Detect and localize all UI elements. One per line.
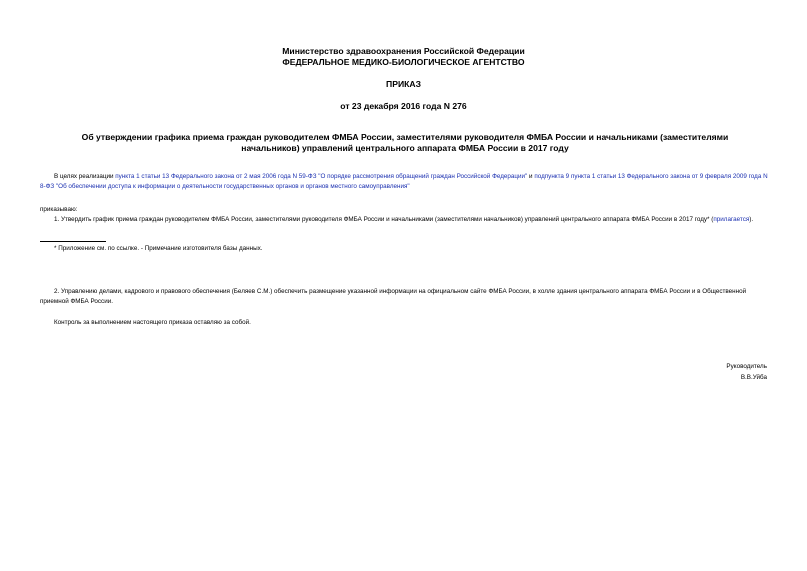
- preamble-text-2: и: [527, 173, 535, 180]
- footnote-divider: [40, 241, 106, 242]
- attachment-link[interactable]: прилагается: [713, 216, 750, 223]
- law-59-fz-link[interactable]: пункта 1 статьи 13 Федерального закона от 2 мая 2006 года N 59-ФЗ "О порядке рассмотрения обращений граждан Российской Федерации": [115, 173, 528, 180]
- item-2-paragraph: 2. Управлению делами, кадрового и правового обеспечения (Беляев С.М.) обеспечить размещение указанной информации на официальном сайте ФМБА России, в холле здания центрального аппарата ФМБА России и в Общественной приемной ФМБА России.: [40, 288, 747, 305]
- law-8-fz-link[interactable]: подпункта 9 пункта 1 статьи 13 Федерального закона от 9 февраля 2009 года N 8-ФЗ "Об обеспечении доступа к информации о деятельности государственных органов и органов местного самоуправления": [40, 173, 768, 190]
- signature-role: Руководитель: [726, 363, 767, 370]
- document-type: ПРИКАЗ: [386, 79, 421, 89]
- item-1-text: 1. Утвердить график приема граждан руководителем ФМБА России, заместителями руководителя ФМБА России и начальниками (заместителями начальников) управлений центрального аппарата ФМБА России в 2017 году* (: [54, 216, 714, 223]
- order-word: приказываю:: [40, 206, 78, 213]
- footnote: * Приложение см. по ссылке. - Примечание изготовителя базы данных.: [54, 245, 263, 252]
- agency-name: ФЕДЕРАЛЬНОЕ МЕДИКО-БИОЛОГИЧЕСКОЕ АГЕНТСТВО: [282, 57, 525, 67]
- document-date: от 23 декабря 2016 года N 276: [340, 101, 467, 111]
- document-title-line-2: начальников) управлений центрального аппарата ФМБА России в 2017 году: [241, 143, 569, 153]
- item-3-paragraph: Контроль за выполнением настоящего приказа оставляю за собой.: [54, 319, 251, 326]
- ministry-name: Министерство здравоохранения Российской Федерации: [282, 46, 525, 56]
- preamble-paragraph: [40, 172, 768, 192]
- item-1-tail: ).: [749, 216, 754, 223]
- preamble-text-1: В целях реализации: [54, 173, 116, 180]
- document-title-line-1: Об утверждении графика приема граждан руководителем ФМБА России, заместителями руководителя ФМБА России и начальниками (заместителями: [81, 132, 729, 142]
- item-1-paragraph: [40, 215, 770, 225]
- signature-name: В.В.Уйба: [740, 374, 767, 381]
